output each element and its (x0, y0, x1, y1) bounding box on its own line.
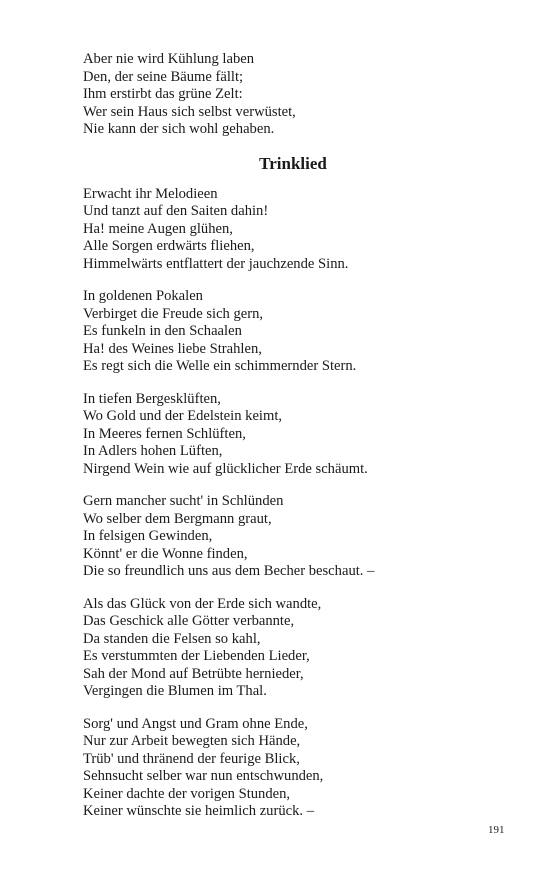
verse-line: In Meeres fernen Schlüften, (83, 425, 246, 442)
verse-line: Die so freundlich uns aus dem Becher beschaut. – (83, 563, 375, 579)
verse-line: Alle Sorgen erdwärts fliehen, (83, 238, 255, 254)
opening-stanza (83, 51, 503, 139)
verse-line: Wo selber dem Bergmann graut, (83, 510, 272, 527)
verse-line: Vergingen die Blumen im Thal. (83, 683, 267, 699)
verse-line: Es verstummten der Liebenden Lieder, (83, 648, 310, 664)
verse-line: Ha! des Weines liebe Strahlen, (83, 340, 262, 357)
verse-line: Keiner wünschte sie heimlich zurück. – (83, 803, 314, 819)
verse-line: Gern mancher sucht' in Schlünden (83, 493, 284, 509)
verse-line: Es funkeln in den Schaalen (83, 323, 242, 339)
verse-line: In felsigen Gewinden, (83, 528, 213, 544)
stanza-4 (83, 493, 503, 581)
verse-line: Nur zur Arbeit bewegten sich Hände, (83, 733, 301, 749)
verse-line: Den, der seine Bäume fällt; (83, 68, 244, 85)
verse-line: Das Geschick alle Götter verbannte, (83, 613, 295, 629)
verse-line: Und tanzt auf den Saiten dahin! (83, 203, 269, 219)
verse-line: Es regt sich die Welle ein schimmernder Stern. (83, 358, 357, 374)
verse-line: Sorg' und Angst und Gram ohne Ende, (83, 715, 308, 732)
page-content (83, 51, 503, 821)
page-number: 191 (488, 824, 505, 836)
verse-line: Als das Glück von der Erde sich wandte, (83, 595, 322, 612)
verse-line: Wo Gold und der Edelstein keimt, (83, 408, 283, 424)
stanza-3 (83, 391, 503, 479)
stanza-6 (83, 716, 503, 821)
verse-line: Wer sein Haus sich selbst verwüstet, (83, 103, 296, 120)
verse-line: Nirgend Wein wie auf glücklicher Erde schäumt. (83, 460, 368, 477)
verse-line: Ha! meine Augen glühen, (83, 220, 233, 237)
stanza-2 (83, 288, 503, 376)
verse-line: Himmelwärts entflattert der jauchzende Sinn. (83, 255, 349, 272)
poem-title: Trinklied (259, 153, 327, 173)
verse-line: In goldenen Pokalen (83, 288, 203, 304)
verse-line: In Adlers hohen Lüften, (83, 443, 223, 459)
verse-line: Könnt' er die Wonne finden, (83, 545, 248, 562)
verse-line: Erwacht ihr Melodieen (83, 185, 218, 202)
verse-line: Verbirget die Freude sich gern, (83, 305, 264, 322)
verse-line: Nie kann der sich wohl gehaben. (83, 121, 275, 137)
stanza-1 (83, 186, 503, 274)
verse-line: Da standen die Felsen so kahl, (83, 630, 261, 647)
verse-line: Ihm erstirbt das grüne Zelt: (83, 86, 243, 102)
verse-line: Sah der Mond auf Betrübte hernieder, (83, 665, 304, 682)
verse-line: Trüb' und thränend der feurige Blick, (83, 750, 300, 767)
verse-line: Aber nie wird Kühlung laben (83, 51, 255, 67)
verse-line: In tiefen Bergesklüften, (83, 390, 221, 407)
verse-line: Keiner dachte der vorigen Stunden, (83, 785, 291, 802)
stanza-5 (83, 596, 503, 701)
verse-line: Sehnsucht selber war nun entschwunden, (83, 768, 324, 784)
